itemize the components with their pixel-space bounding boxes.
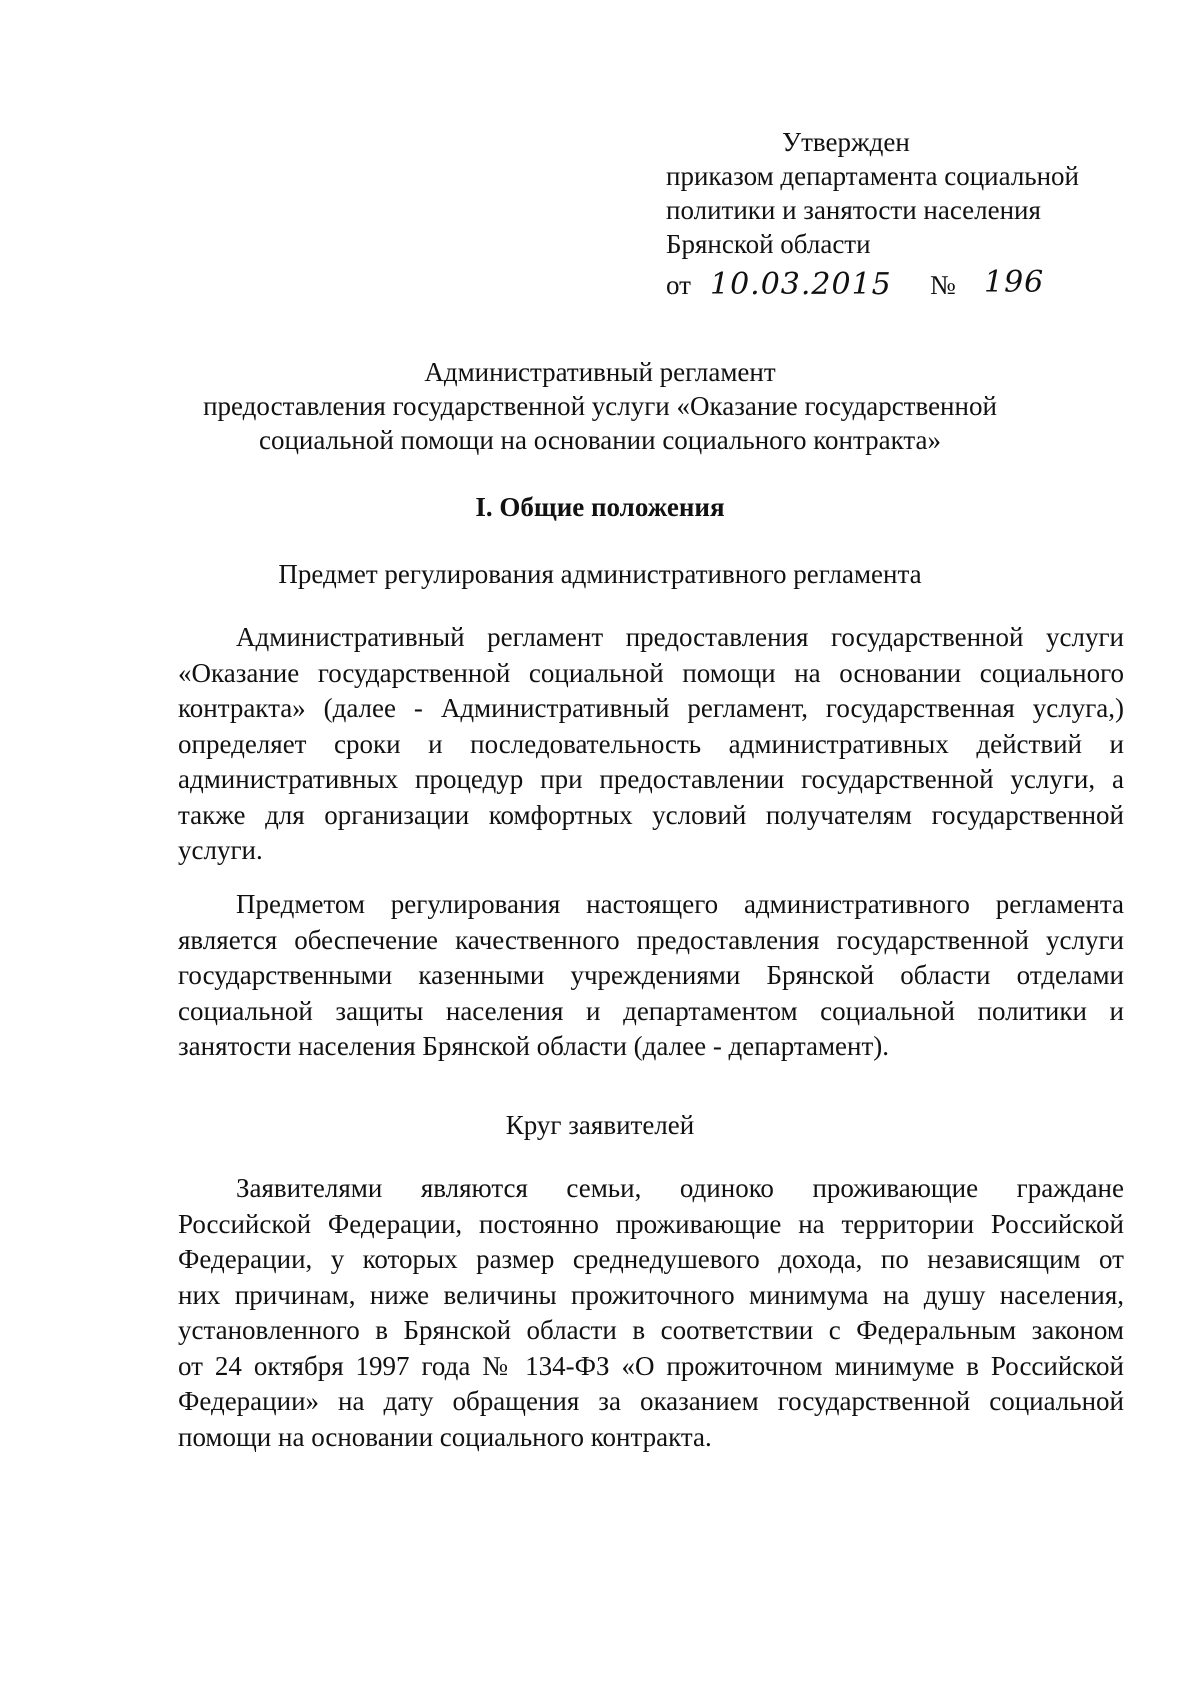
paragraph-line: государственными казенными учреждениями Брянской области отделами: [178, 960, 1124, 990]
paragraph-line: административных процедур при предоставлении государственной услуги, а: [178, 764, 1124, 794]
section-heading: I. Общие положения: [475, 492, 725, 522]
paragraph-line: «Оказание государственной социальной помощи на основании социального: [178, 657, 1124, 688]
approval-line: Брянской области: [666, 229, 871, 259]
paragraph-line: Административный регламент предоставления государственной услуги: [236, 622, 1124, 652]
paragraph-line: Федерации» на дату обращения за оказанием государственной социальной: [178, 1386, 1124, 1416]
document-title: [140, 355, 1060, 457]
paragraph-line: также для организации комфортных условий получателям государственной: [178, 799, 1124, 830]
paragraph-line: от 24 октября 1997 года № 134-ФЗ «О прожиточном минимуме в Российской: [178, 1350, 1124, 1381]
paragraph-line: Заявителями являются семьи, одиноко проживающие граждане: [236, 1173, 1124, 1203]
paragraph-line: является обеспечение качественного предоставления государственной услуги: [178, 924, 1124, 955]
title-line: социальной помощи на основании социального контракта»: [259, 425, 941, 455]
subsection-heading-applicants: Круг заявителей: [505, 1110, 695, 1140]
paragraph-line: определяет сроки и последовательность административных действий и: [178, 728, 1124, 759]
paragraph-line: помощи на основании социального контракта.: [178, 1421, 712, 1452]
approval-line: Утвержден: [782, 127, 910, 157]
paragraph-line: занятости населения Брянской области (далее - департамент).: [178, 1031, 890, 1061]
subsection-heading-subject: Предмет регулирования административного регламента: [278, 559, 922, 589]
order-date-number: [666, 264, 1136, 308]
paragraph-line: социальной защиты населения и департаментом социальной политики и: [178, 995, 1124, 1026]
paragraph-line: контракта» (далее - Административный регламент, государственная услуга,): [178, 693, 1124, 723]
approval-stamp-block: [666, 125, 1136, 261]
paragraph-line: Предметом регулирования настоящего административного регламента: [236, 889, 1124, 919]
approval-line: приказом департамента социальной: [666, 161, 1080, 191]
title-line: Административный регламент: [424, 357, 776, 387]
handwritten-date: 10.03.2015: [710, 267, 892, 302]
paragraph-subject-2: [178, 887, 1124, 1065]
paragraph-line: Российской Федерации, постоянно проживающие на территории Российской: [178, 1208, 1124, 1239]
handwritten-number: 196: [984, 265, 1045, 300]
paragraph-line: них причинам, ниже величины прожиточного минимума на душу населения,: [178, 1279, 1124, 1310]
paragraph-subject-1: [178, 620, 1124, 869]
paragraph-line: услуги.: [178, 835, 263, 865]
number-sign: №: [930, 270, 956, 300]
date-prefix: от: [666, 270, 691, 300]
approval-line: политики и занятости населения: [666, 195, 1041, 225]
paragraph-line: установленного в Брянской области в соответствии с Федеральным законом: [178, 1315, 1124, 1345]
title-line: предоставления государственной услуги «Оказание государственной: [203, 391, 997, 421]
paragraph-line: Федерации, у которых размер среднедушевого дохода, по независящим от: [178, 1244, 1124, 1274]
paragraph-applicants: [178, 1171, 1124, 1455]
